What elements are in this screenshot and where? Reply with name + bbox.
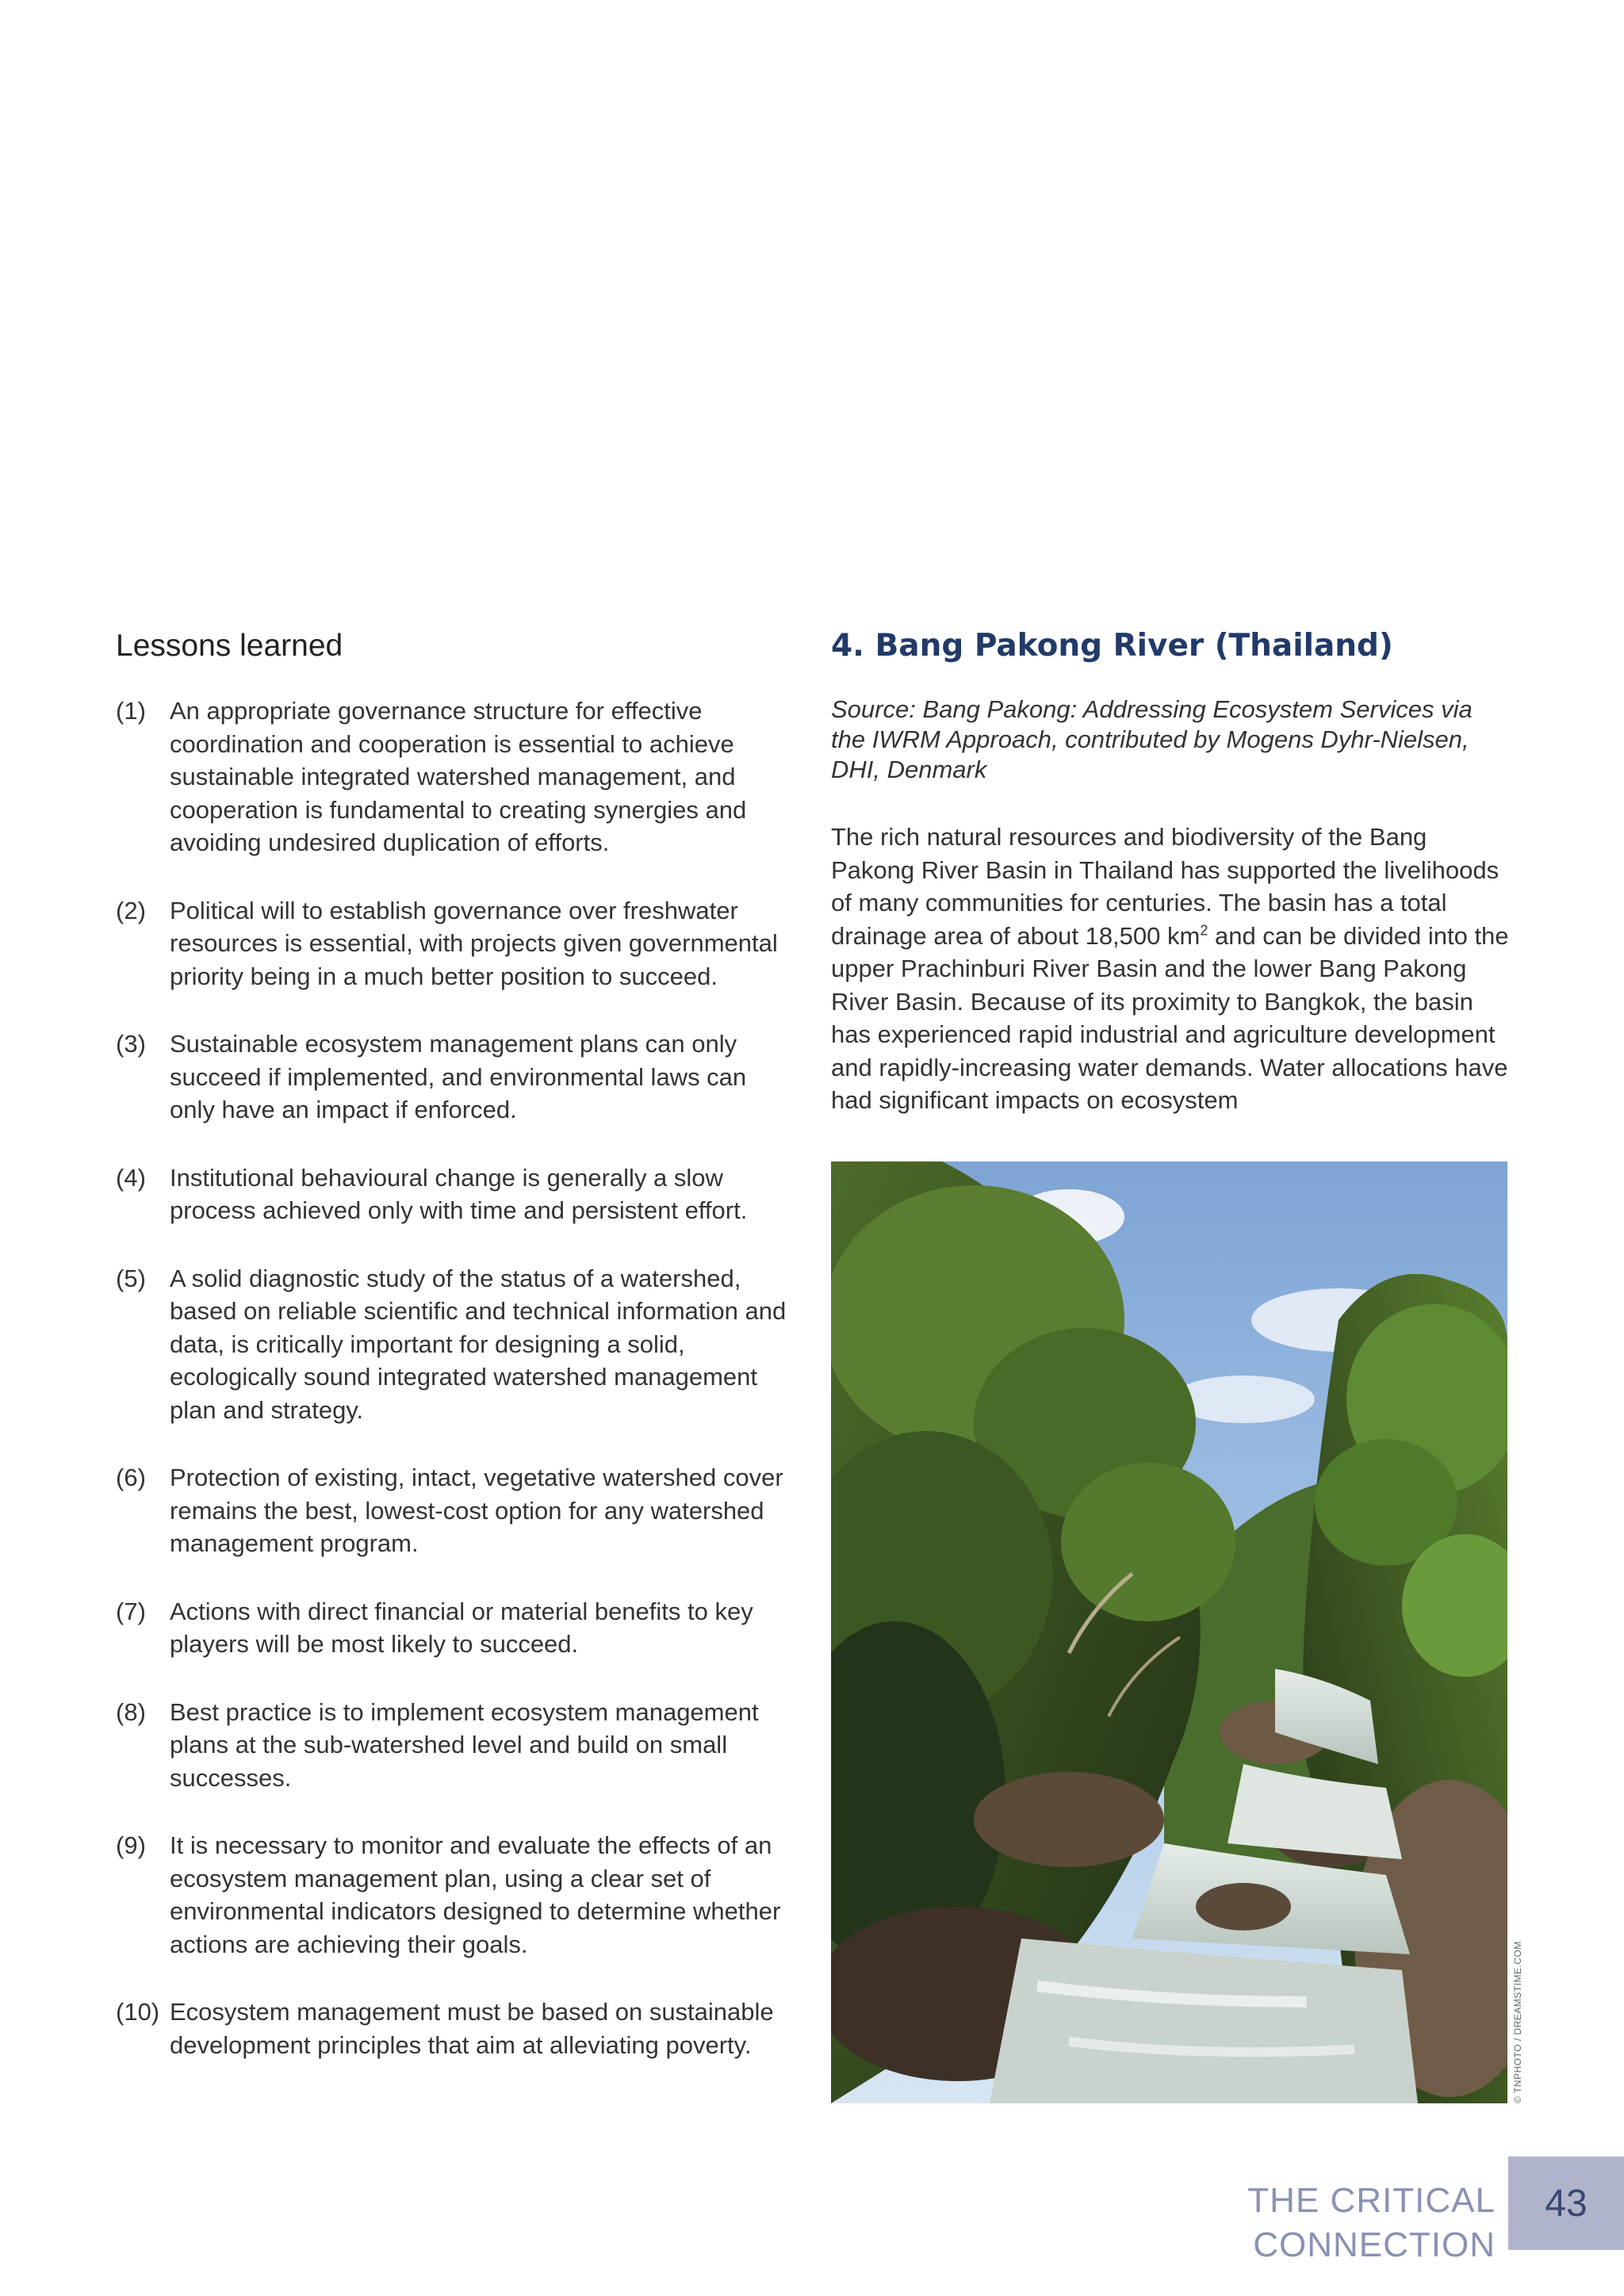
page-number-box bbox=[1508, 2156, 1624, 2250]
lesson-item bbox=[116, 1595, 798, 1661]
photo-credit: © TNPHOTO / DREAMSTIME.COM bbox=[1512, 1941, 1523, 2103]
page-number: 43 bbox=[1545, 2182, 1588, 2225]
lesson-number: (3) bbox=[116, 1030, 146, 1058]
lesson-text: An appropriate governance structure for effective coordination and cooperation is essential to achieve sustainable integrated watershed management, and cooperation is fundamental to creating synergies and avoiding undesired duplication of efforts. bbox=[170, 697, 747, 856]
lesson-number: (8) bbox=[116, 1697, 146, 1726]
river-waterfall-photo bbox=[831, 1161, 1507, 2103]
lesson-item bbox=[116, 695, 798, 859]
lesson-number: (6) bbox=[116, 1464, 146, 1491]
lesson-item bbox=[116, 1027, 798, 1127]
lesson-item bbox=[116, 1262, 798, 1427]
lesson-item bbox=[116, 1461, 798, 1560]
lesson-item bbox=[116, 1696, 798, 1795]
lesson-text: It is necessary to monitor and evaluate the effects of an ecosystem management plan, using a clear set of environmental indicators designed to determine whether actions are achieving their goals. bbox=[170, 1831, 781, 1958]
lesson-text: Political will to establish governance over freshwater resources is essential, with projects given governmental priority being in a much better position to succeed. bbox=[170, 896, 778, 990]
lesson-number: (1) bbox=[116, 697, 146, 725]
footer-publication-title: THE CRITICAL CONNECTION bbox=[1247, 2181, 1496, 2264]
lesson-number: (9) bbox=[116, 1831, 146, 1859]
case-study-column bbox=[831, 626, 1513, 1117]
lesson-text: Institutional behavioural change is generally a slow process achieved only with time and persistent effort. bbox=[170, 1163, 748, 1224]
lesson-item bbox=[116, 1161, 798, 1227]
lessons-list bbox=[116, 695, 798, 2061]
lesson-text: Ecosystem management must be based on sustainable development principles that aim at alleviating poverty. bbox=[170, 1998, 774, 2059]
lesson-text: Best practice is to implement ecosystem management plans at the sub-watershed level and build on small successes. bbox=[170, 1697, 759, 1792]
case-study-title: 4. Bang Pakong River (Thailand) bbox=[831, 628, 1393, 664]
lesson-item bbox=[116, 894, 798, 993]
lesson-text: Protection of existing, intact, vegetative watershed cover remains the best, lowest-cost option for any watershed management program. bbox=[170, 1464, 783, 1557]
superscript: 2 bbox=[1200, 922, 1208, 939]
lesson-text: A solid diagnostic study of the status of a watershed, based on reliable scientific and technical information and data, is critically important for designing a solid, ecologically sound integrated watershed management plan and strategy. bbox=[170, 1264, 787, 1424]
lesson-number: (5) bbox=[116, 1264, 146, 1292]
case-study-body bbox=[831, 821, 1513, 1117]
lessons-heading: Lessons learned bbox=[116, 629, 343, 663]
body-text-part: and can be divided into the upper Prachinburi River Basin and the lower Bang Pakong River Basin. Because of its proximity to Bangkok, the basin has experienced rapid industrial and agriculture development and rapidly-increasing water demands. Water allocations have had significant impacts on ecosystem bbox=[831, 921, 1509, 1114]
lesson-number: (7) bbox=[116, 1597, 146, 1625]
lesson-text: Sustainable ecosystem management plans can only succeed if implemented, and environmental laws can only have an impact if enforced. bbox=[170, 1030, 747, 1123]
lesson-number: (4) bbox=[116, 1163, 146, 1192]
lessons-column bbox=[116, 626, 798, 2096]
photo-illustration bbox=[831, 1161, 1507, 2103]
body-text-part: The rich natural resources and biodiversity of the Bang Pakong River Basin in Thailand has supported the livelihoods of many communities for centuries. The basin has a total drainage area of about 18,500 km bbox=[831, 823, 1500, 950]
lesson-number: (10) bbox=[116, 1998, 160, 2026]
lesson-item bbox=[116, 1996, 798, 2061]
lesson-text: Actions with direct financial or material benefits to key players will be most likely to succeed. bbox=[170, 1597, 753, 1658]
source-citation: Source: Bang Pakong: Addressing Ecosystem Services via the IWRM Approach, contributed by Mogens Dyhr-Nielsen, DHI, Denmark bbox=[831, 695, 1473, 783]
lesson-item bbox=[116, 1829, 798, 1961]
lesson-number: (2) bbox=[116, 896, 146, 924]
